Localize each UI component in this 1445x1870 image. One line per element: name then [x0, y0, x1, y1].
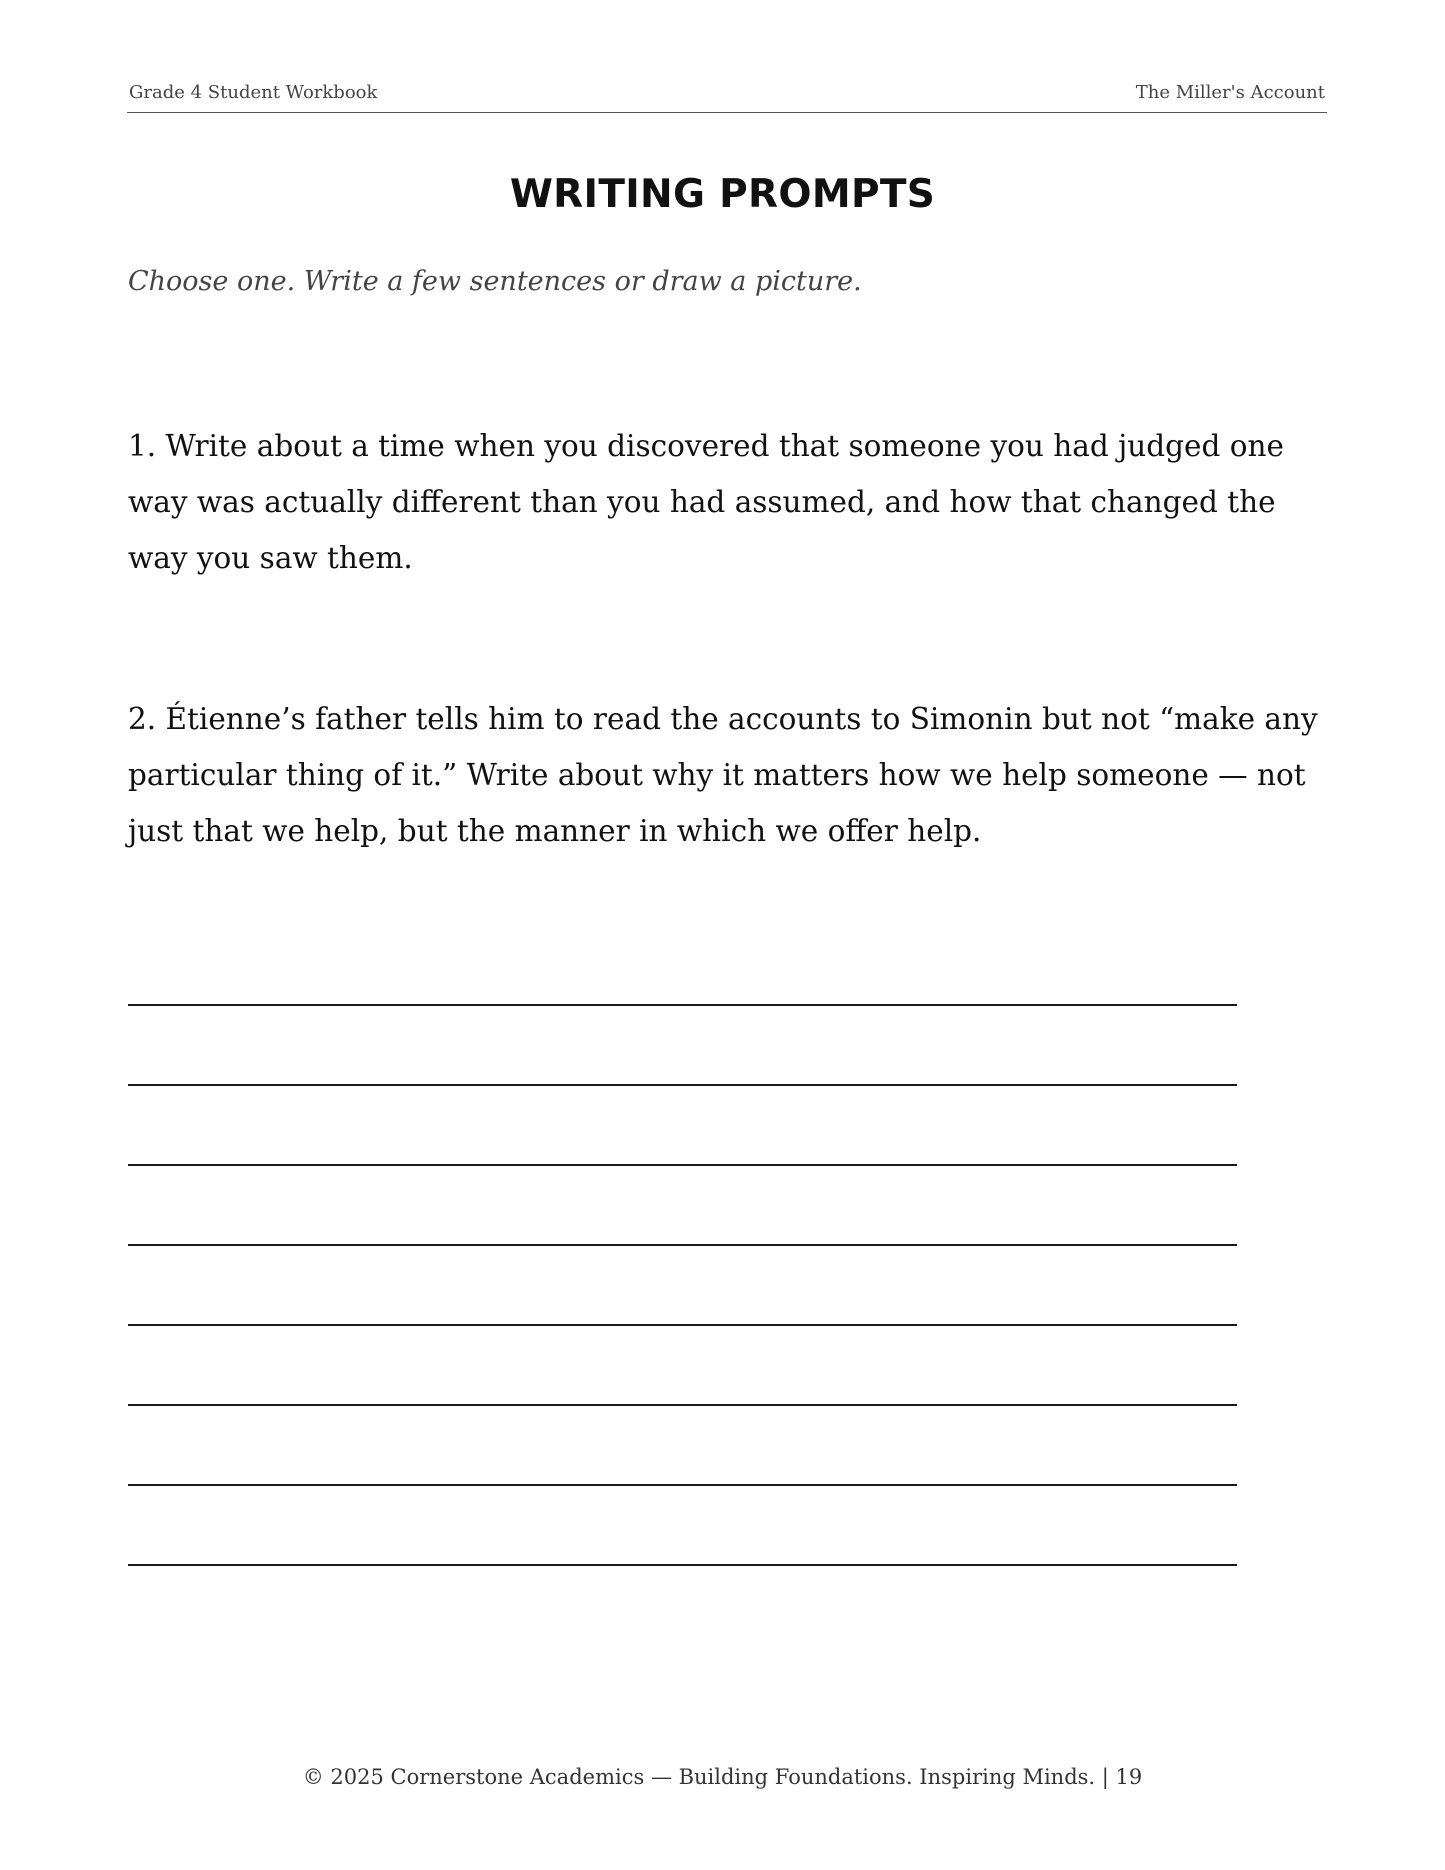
header-workbook-label: Grade 4 Student Workbook: [129, 82, 378, 103]
answer-line[interactable]: [128, 1084, 1237, 1086]
writing-prompt-2: 2. Étienne’s father tells him to read the accounts to Simonin but not “make any particular thing of it.” Write about why it matters how we help someone — not just that we help, but the manner in which we offer help.: [128, 702, 1318, 848]
writing-prompt-1: 1. Write about a time when you discovered that someone you had judged one way was actually different than you had assumed, and how that changed the way you saw them.: [128, 429, 1284, 575]
page-footer: © 2025 Cornerstone Academics — Building Foundations. Inspiring Minds. | 19: [302, 1765, 1143, 1789]
answer-line[interactable]: [128, 1244, 1237, 1246]
header-story-title: The Miller's Account: [1135, 82, 1325, 103]
answer-lines: [128, 1004, 1237, 1644]
answer-line[interactable]: [128, 1164, 1237, 1166]
answer-line[interactable]: [128, 1324, 1237, 1326]
page-header: [127, 82, 1327, 113]
instructions-text: Choose one. Write a few sentences or draw a picture.: [128, 266, 862, 297]
answer-line[interactable]: [128, 1484, 1237, 1486]
answer-line[interactable]: [128, 1564, 1237, 1566]
answer-line[interactable]: [128, 1404, 1237, 1406]
answer-line[interactable]: [128, 1004, 1237, 1006]
page-title: WRITING PROMPTS: [509, 172, 936, 217]
